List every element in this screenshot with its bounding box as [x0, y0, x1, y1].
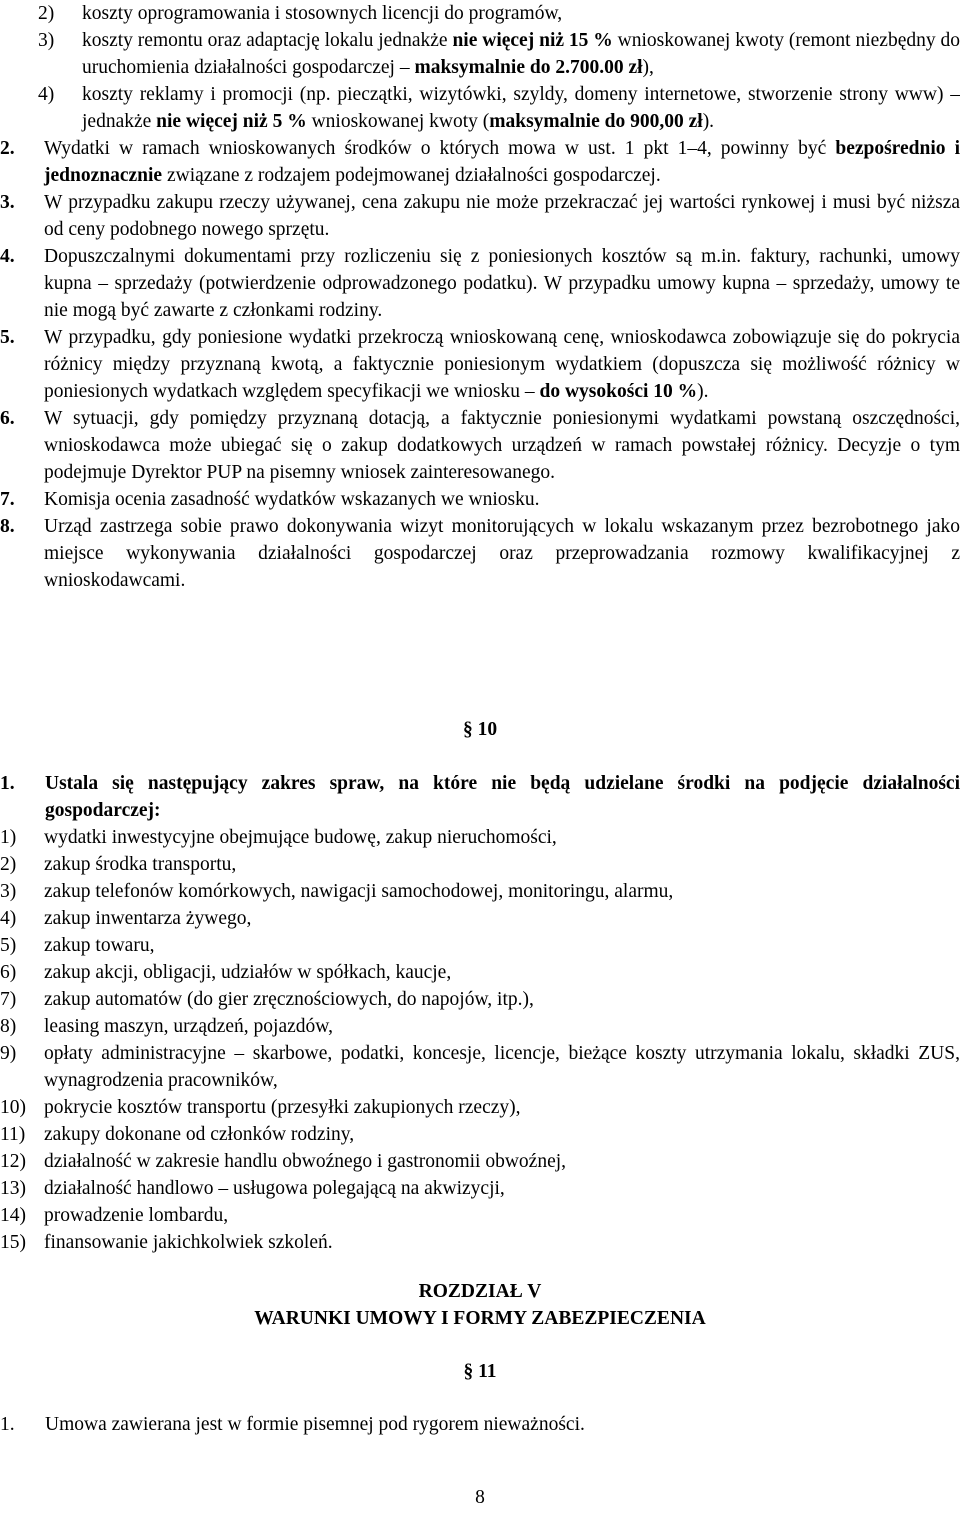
point-item	[0, 189, 960, 243]
point-number: 4.	[0, 246, 15, 267]
point-text: Komisja ocenia zasadność wydatków wskazanych we wniosku.	[44, 489, 540, 510]
page-number: 8	[475, 1487, 485, 1508]
point-number: 2.	[0, 138, 15, 159]
point-number: 8.	[0, 516, 15, 537]
paragraph-10-body	[0, 770, 960, 1256]
list-item: 2) zakup środka transportu,	[0, 854, 237, 875]
point-number: 1.	[0, 1414, 15, 1435]
list-item-number: 4)	[38, 84, 55, 105]
point-item	[0, 405, 960, 486]
point-item	[0, 324, 960, 405]
list-item-number: 2)	[38, 3, 55, 24]
list-item: 14) prowadzenie lombardu,	[0, 1205, 229, 1226]
list-item-number: 3)	[38, 30, 55, 51]
list-item-text: koszty oprogramowania i stosownych licencji do programów,	[82, 3, 563, 24]
list-item	[0, 27, 960, 81]
list-item: 3) zakup telefonów komórkowych, nawigacji samochodowej, monitoringu, alarmu,	[0, 881, 674, 902]
paragraph-11-heading	[0, 1358, 960, 1385]
paragraph-11-body	[0, 1411, 960, 1438]
point-text: Urząd zastrzega sobie prawo dokonywania wizyt monitorujących w lokalu wskazanym przez bezrobotnego jako miejsce wykonywania działalności gospodarczej oraz przeprowadzania rozmowy kwalifikacyjnej z wnioskodawcami.	[44, 516, 960, 591]
point-number: 3.	[0, 192, 15, 213]
list-item-text: koszty remontu oraz adaptację lokalu jednakże nie więcej niż 15 % wnioskowanej kwoty (remont niezbędny do uruchomienia działalności gospodarczej – maksymalnie do 2.700.00 zł),	[82, 30, 960, 78]
point-text: W przypadku, gdy poniesione wydatki przekroczą wnioskowaną cenę, wnioskodawca zobowiązuje się do pokrycia różnicy między przyznaną kwotą, a faktycznie poniesionym wydatkiem (dopuszcza się możliwość różnicy w poniesionych wydatkach względem specyfikacji we wniosku – do wysokości 10 %).	[44, 327, 960, 402]
point-item	[0, 486, 960, 513]
paragraph-number: 10	[477, 719, 498, 740]
list-item	[0, 81, 960, 135]
point-item	[0, 243, 960, 324]
point-text: Umowa zawierana jest w formie pisemnej pod rygorem nieważności.	[45, 1414, 585, 1435]
list-item: 13) działalność handlowo – usługowa polegającą na akwizycji,	[0, 1178, 505, 1199]
point-text: W przypadku zakupu rzeczy używanej, cena zakupu nie może przekraczać jej wartości rynkowej i musi być niższa od ceny podobnego nowego sprzętu.	[44, 192, 960, 240]
point-text: Dopuszczalnymi dokumentami przy rozliczeniu się z poniesionych kosztów są m.in. faktury, rachunki, umowy kupna – sprzedaży (potwierdzenie odprowadzonego podatku). W przypadku umowy kupna – sprzedaży, umowy te nie mogą być zawarte z członkami rodziny.	[44, 246, 960, 321]
list-item: 7) zakup automatów (do gier zręcznościowych, do napojów, itp.),	[0, 989, 534, 1010]
point-number: 5.	[0, 327, 15, 348]
point-text: Ustala się następujący zakres spraw, na które nie będą udzielane środki na podjęcie działalności gospodarczej:	[45, 773, 960, 821]
cost-list-continued	[0, 0, 960, 594]
list-item: 5) zakup towaru,	[0, 935, 155, 956]
point-item	[0, 1411, 960, 1438]
point-number: 6.	[0, 408, 15, 429]
point-text: Wydatki w ramach wnioskowanych środków o których mowa w ust. 1 pkt 1–4, powinny być bezpośrednio i jednoznacznie związane z rodzajem podejmowanej działalności gospodarczej.	[44, 138, 960, 186]
point-item	[0, 135, 960, 189]
list-item: 6) zakup akcji, obligacji, udziałów w spółkach, kaucje,	[0, 962, 452, 983]
section-sign: §	[462, 719, 473, 740]
chapter-title: ROZDZIAŁ V	[418, 1281, 542, 1302]
point-text: W sytuacji, gdy pomiędzy przyznaną dotacją, a faktycznie poniesionymi wydatkami powstaną oszczędności, wnioskodawca może ubiegać się o zakup dodatkowych urządzeń w ramach powstałej różnicy. Decyzje o tym podejmuje Dyrektor PUP na pisemny wniosek zainteresowanego.	[44, 408, 960, 483]
list-item-text: koszty reklamy i promocji (np. pieczątki, wizytówki, szyldy, domeny internetowe, stworzenie strony www) – jednakże nie więcej niż 5 % wnioskowanej kwoty (maksymalnie do 900,00 zł).	[82, 84, 960, 132]
point-number: 1.	[0, 773, 15, 794]
section-sign: §	[463, 1361, 474, 1382]
list-item: 9) opłaty administracyjne – skarbowe, podatki, koncesje, licencje, bieżące koszty utrzymania lokalu, składki ZUS, wynagrodzenia pracowników,	[0, 1043, 960, 1091]
point-number: 7.	[0, 489, 15, 510]
paragraph-number: 11	[478, 1361, 497, 1382]
list-item: 11) zakupy dokonane od członków rodziny,	[0, 1124, 355, 1145]
point-item	[0, 513, 960, 594]
list-item: 15) finansowanie jakichkolwiek szkoleń.	[0, 1232, 333, 1253]
list-item: 10) pokrycie kosztów transportu (przesyłki zakupionych rzeczy),	[0, 1097, 521, 1118]
list-item: 1) wydatki inwestycyjne obejmujące budowę, zakup nieruchomości,	[0, 827, 557, 848]
list-item: 12) działalność w zakresie handlu obwoźnego i gastronomii obwoźnej,	[0, 1151, 567, 1172]
list-item: 8) leasing maszyn, urządzeń, pojazdów,	[0, 1016, 333, 1037]
list-item	[0, 0, 960, 27]
list-item: 4) zakup inwentarza żywego,	[0, 908, 252, 929]
point-item	[0, 770, 960, 824]
paragraph-10-heading	[0, 716, 960, 743]
chapter-subtitle: WARUNKI UMOWY I FORMY ZABEZPIECZENIA	[254, 1308, 706, 1329]
